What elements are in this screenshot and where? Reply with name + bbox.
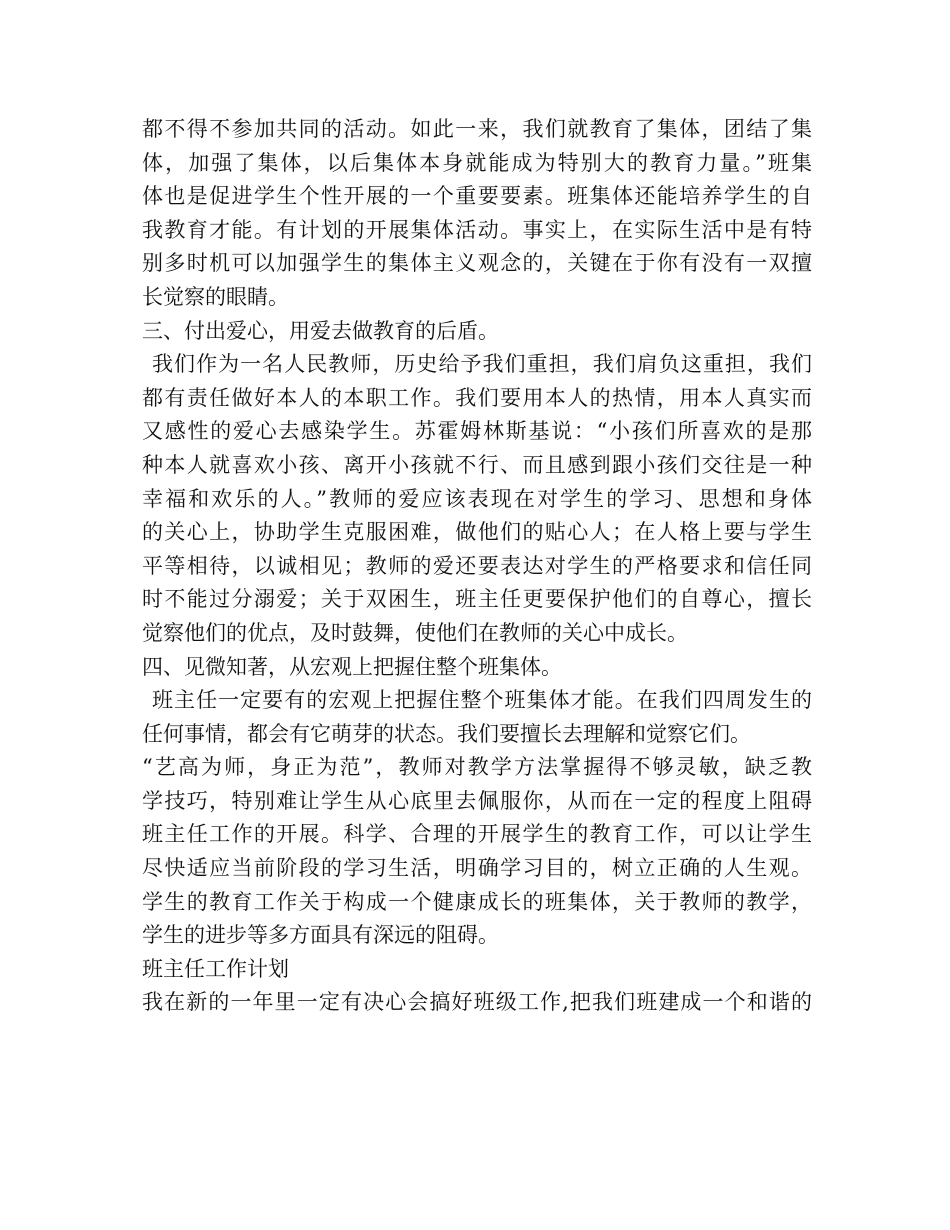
paragraph-line-3: 体也是促进学生个性开展的一个重要要素。班集体还能培养学生的自	[142, 184, 812, 209]
paragraph-line-11: 种本人就喜欢小孩、离开小孩就不行、而且感到跟小孩们交往是一种	[142, 452, 812, 477]
paragraph-line-15: 时不能过分溺爱；关于双困生，班主任更要保护他们的自尊心，擅长	[142, 587, 812, 612]
paragraph-line-10: 又感性的爱心去感染学生。苏霍姆林斯基说：“小孩们所喜欢的是那	[142, 419, 812, 444]
paragraph-line-12: 幸福和欢乐的人。”教师的爱应该表现在对学生的学习、思想和身体	[142, 486, 812, 511]
paragraph-line-19: 任何事情，都会有它萌芽的状态。我们要擅长去理解和觉察它们。	[142, 721, 751, 746]
paragraph-line-6: 长觉察的眼睛。	[142, 284, 289, 309]
paragraph-line-13: 的关心上，协助学生克服困难，做他们的贴心人；在人格上要与学生	[142, 520, 812, 545]
paragraph-line-24: 学生的教育工作关于构成一个健康成长的班集体，关于教师的教学，	[142, 889, 812, 914]
document-body	[142, 113, 812, 1020]
paragraph-line-27: 我在新的一年里一定有决心会搞好班级工作,把我们班建成一个和谐的	[142, 990, 812, 1015]
paragraph-line-18: 班主任一定要有的宏观上把握住整个班集体才能。在我们四周发生的	[152, 688, 812, 713]
paragraph-line-9: 都有责任做好本人的本职工作。我们要用本人的热情，用本人真实而	[142, 385, 812, 410]
paragraph-line-23: 尽快适应当前阶段的学习生活，明确学习目的，树立正确的人生观。	[142, 856, 812, 881]
section-heading-3: 三、付出爱心，用爱去做教育的后盾。	[142, 318, 499, 343]
paragraph-line-4: 我教育才能。有计划的开展集体活动。事实上，在实际生活中是有特	[142, 217, 812, 242]
section-heading-plan: 班主任工作计划	[142, 956, 289, 981]
paragraph-line-16: 觉察他们的优点，及时鼓舞，使他们在教师的关心中成长。	[142, 620, 688, 645]
paragraph-line-5: 别多时机可以加强学生的集体主义观念的，关键在于你有没有一双擅	[142, 251, 812, 276]
paragraph-line-2: 体，加强了集体，以后集体本身就能成为特别大的教育力量。”班集	[142, 150, 812, 175]
paragraph-line-14: 平等相待，以诚相见；教师的爱还要表达对学生的严格要求和信任同	[142, 553, 812, 578]
paragraph-line-21: 学技巧，特别难让学生从心底里去佩服你，从而在一定的程度上阻碍	[142, 788, 812, 813]
paragraph-line-22: 班主任工作的开展。科学、合理的开展学生的教育工作，可以让学生	[142, 822, 812, 847]
paragraph-line-20: “艺高为师，身正为范”，教师对教学方法掌握得不够灵敏，缺乏教	[142, 755, 812, 780]
paragraph-line-25: 学生的进步等多方面具有深远的阻碍。	[142, 923, 499, 948]
paragraph-line-8: 我们作为一名人民教师，历史给予我们重担，我们肩负这重担，我们	[152, 352, 812, 377]
paragraph-line-1: 都不得不参加共同的活动。如此一来，我们就教育了集体，团结了集	[142, 117, 812, 141]
section-heading-4: 四、见微知著，从宏观上把握住整个班集体。	[142, 654, 562, 679]
